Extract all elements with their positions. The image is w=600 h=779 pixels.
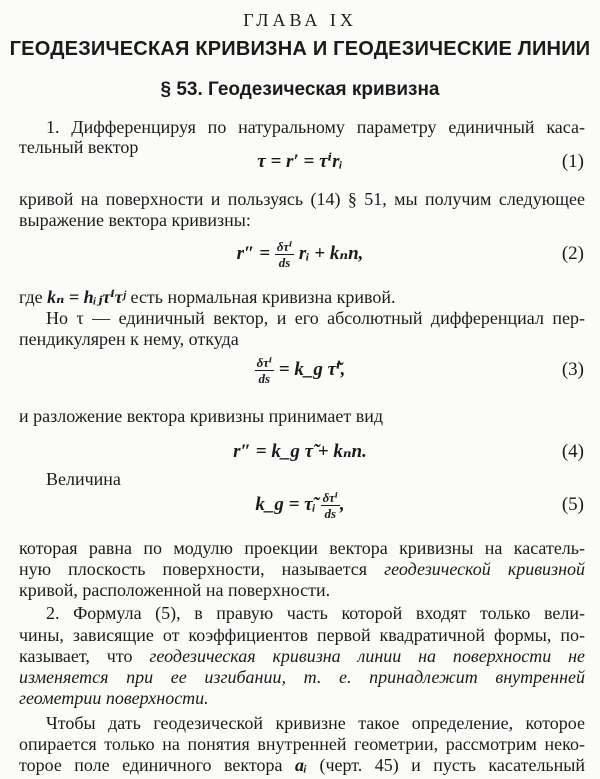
equation-4-number: (4) [561,441,584,462]
equation-5-lhs: k_g = τ̃ᵢ [255,494,316,515]
paragraph-8-line-4 [19,666,585,688]
paragraph-1-line-1: 1. Дифференцируя по натуральному параметру единичный каса- [46,117,585,137]
equation-3-formula [0,350,600,390]
equation-4-formula: r″ = k_g τ̃ + kₙn. [233,441,367,462]
equation-2-lhs: r″ = [236,243,271,264]
paragraph-8-line-4-italic: изменяется при ее изгибании, т. е. принадлежит внутренней [19,667,585,687]
term-geodesic-curvature: геодезической кривизной [384,559,586,579]
equation-1-number: (1) [561,151,584,172]
equation-2-rhs: rᵢ + kₙn, [298,243,364,264]
paragraph-9-line-2: опирается только на понятия внутренней геометрии, рассмотрим неко- [19,734,585,754]
paragraph-7-line-2-text: ную плоскость поверхности, называется [19,559,368,579]
equation-5-fraction [321,490,340,521]
paragraph-7-line-2 [19,558,585,580]
equation-5 [0,485,600,525]
paragraph-9-line-1: Чтобы дать геодезической кривизне такое определение, которое [46,713,585,733]
equation-2-formula [0,234,600,274]
inline-formula-kn: kₙ = hᵢⱼτⁱτʲ [47,287,126,307]
equation-5-formula [0,485,600,525]
paragraph-6: Величина [46,469,121,489]
paragraph-8-line-5-italic: геометрии поверхности. [19,688,209,708]
paragraph-8-line-3-text: казывает, что [19,646,133,666]
paragraph-2-line-1: кривой на поверхности и пользуясь (14) § 51, мы получим следующее [19,189,585,209]
paragraph-1-line-2: тельный вектор [19,137,139,157]
paragraph-8-line-3 [19,645,585,667]
paragraph-9-line-3-suffix: (черт. 45) и пусть касательный [319,755,585,775]
paragraph-3 [19,286,585,308]
paragraph-8-line-3-italic: геодезическая кривизна линии на поверхности не [149,646,586,666]
equation-3 [0,350,600,390]
paragraph-3-suffix: есть нормальная кривизна кривой. [130,287,396,307]
equation-4 [0,432,600,472]
paragraph-2-line-2: выражение вектора кривизны: [19,210,251,230]
equation-3-rhs: = k_g τ̃ⁱ, [278,359,346,380]
fraction-denominator: ds [278,255,291,271]
fraction-numerator: δτⁱ [276,239,293,255]
paragraph-8-line-1: 2. Формула (5), в правую часть которой входят только вели- [46,603,585,623]
paragraph-8-line-2: чины, зависящие от коэффициентов первой квадратичной формы, по- [19,625,585,645]
equation-3-number: (3) [561,359,584,380]
equation-5-number: (5) [561,494,584,515]
equation-1 [0,142,600,182]
section-heading: § 53. Геодезическая кривизна [160,79,440,100]
fraction-denominator: ds [324,506,337,522]
paragraph-9-line-3 [19,754,585,776]
paragraph-9-line-3-text: торое поле единичного вектора [19,755,283,775]
paragraph-7-line-1: которая равна по модулю проекции вектора кривизны на касатель- [19,538,585,558]
chapter-heading: ГЛАВА IX [243,10,357,30]
fraction-numerator: δτⁱ [256,355,273,371]
equation-2 [0,234,600,274]
paragraph-4-line-1: Но τ — единичный вектор, и его абсолютный дифференциал пер- [46,308,585,328]
equation-1-formula: τ = r′ = τⁱrᵢ [257,151,343,172]
equation-2-number: (2) [561,243,584,264]
fraction-numerator: δτⁱ [322,490,338,506]
equation-5-comma: , [339,494,345,515]
paragraph-7-line-3: кривой, расположенной на поверхности. [19,580,331,600]
chapter-title: ГЕОДЕЗИЧЕСКАЯ КРИВИЗНА И ГЕОДЕЗИЧЕСКИЕ ЛИНИИ [9,38,591,60]
inline-formula-ai: aᵢ [294,755,308,775]
paragraph-8-line-5 [19,687,585,709]
equation-2-fraction [275,239,294,270]
paragraph-3-prefix: где [19,287,43,307]
equation-3-fraction [255,355,274,386]
paragraph-4-line-2: пендикулярен к нему, откуда [19,329,239,349]
paragraph-5: и разложение вектора кривизны принимает вид [19,406,383,426]
fraction-denominator: ds [258,371,271,387]
